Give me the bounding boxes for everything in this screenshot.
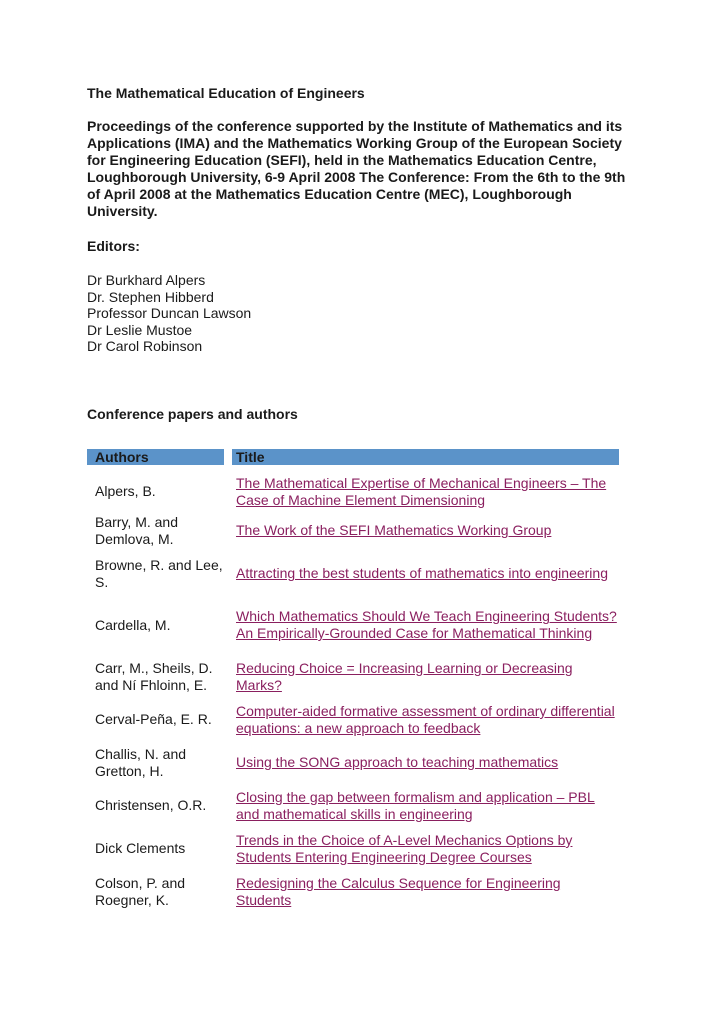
paper-title-link[interactable]: Trends in the Choice of A-Level Mechanics Options by Students Entering Engineering Degree Courses: [236, 831, 573, 865]
authors-column-header: Authors: [87, 449, 224, 465]
row-authors: Colson, P. and Roegner, K.: [95, 874, 186, 908]
table-row: [87, 741, 619, 784]
table-row: [87, 698, 619, 741]
paper-title-link[interactable]: The Mathematical Expertise of Mechanical Engineers – The Case of Machine Element Dimensioning: [236, 474, 607, 508]
title-column-header: Title: [232, 449, 619, 465]
document-title: The Mathematical Education of Engineers: [87, 85, 365, 101]
paper-title-link[interactable]: The Work of the SEFI Mathematics Working Group: [236, 522, 552, 539]
section-heading: Conference papers and authors: [87, 406, 298, 422]
paper-title-link[interactable]: Which Mathematics Should We Teach Engineering Students? An Empirically-Grounded Case for Mathematical Thinking: [236, 608, 617, 641]
editor-name: Dr Carol Robinson: [87, 338, 203, 355]
paper-title-link[interactable]: Using the SONG approach to teaching mathematics: [236, 754, 559, 771]
table-row: [87, 595, 619, 655]
papers-table: [87, 449, 619, 913]
paper-title-link[interactable]: Reducing Choice = Increasing Learning or Decreasing Marks?: [236, 659, 573, 693]
proceedings-paragraph: Proceedings of the conference supported by the Institute of Mathematics and its Applications (IMA) and the Mathematics Working Group of the European Society for Engineering Education (SEFI), held in the Mathematics Education Centre, Loughborough University, 6-9 April 2008 The Conference: From the 6th to the 9th of April 2008 at the Mathematics Education Centre (MEC), Loughborough University.: [87, 118, 626, 219]
paper-title-link[interactable]: Redesigning the Calculus Sequence for Engineering Students: [236, 874, 561, 908]
row-authors: Carr, M., Sheils, D. and Ní Fhloinn, E.: [95, 659, 213, 693]
document-page: [87, 85, 647, 908]
row-authors: Cardella, M.: [95, 616, 171, 633]
row-authors: Dick Clements: [95, 840, 186, 857]
table-row: [87, 509, 619, 552]
row-authors: Cerval-Peña, E. R.: [95, 711, 212, 728]
row-authors: Challis, N. and Gretton, H.: [95, 745, 187, 779]
row-authors: Christensen, O.R.: [95, 797, 207, 814]
editors-heading: Editors:: [87, 238, 140, 254]
paper-title-link[interactable]: Attracting the best students of mathematics into engineering: [236, 565, 608, 582]
paper-title-link[interactable]: Closing the gap between formalism and application – PBL and mathematical skills in engineering: [236, 788, 595, 822]
editor-name: Dr Leslie Mustoe: [87, 321, 193, 338]
table-row: [87, 870, 619, 913]
editors-list: [87, 272, 647, 355]
table-row: [87, 784, 619, 827]
editor-name: Dr. Stephen Hibberd: [87, 288, 214, 305]
table-row: [87, 474, 619, 509]
table-row: [87, 552, 619, 595]
row-authors: Browne, R. and Lee, S.: [95, 556, 223, 590]
paper-title-link[interactable]: Computer-aided formative assessment of ordinary differential equations: a new approach to feedback: [236, 702, 615, 736]
row-authors: Barry, M. and Demlova, M.: [95, 513, 178, 547]
row-authors: Alpers, B.: [95, 483, 156, 500]
table-header-row: [87, 449, 619, 465]
table-row: [87, 827, 619, 870]
editor-name: Professor Duncan Lawson: [87, 305, 252, 322]
table-row: [87, 655, 619, 698]
editor-name: Dr Burkhard Alpers: [87, 272, 206, 288]
